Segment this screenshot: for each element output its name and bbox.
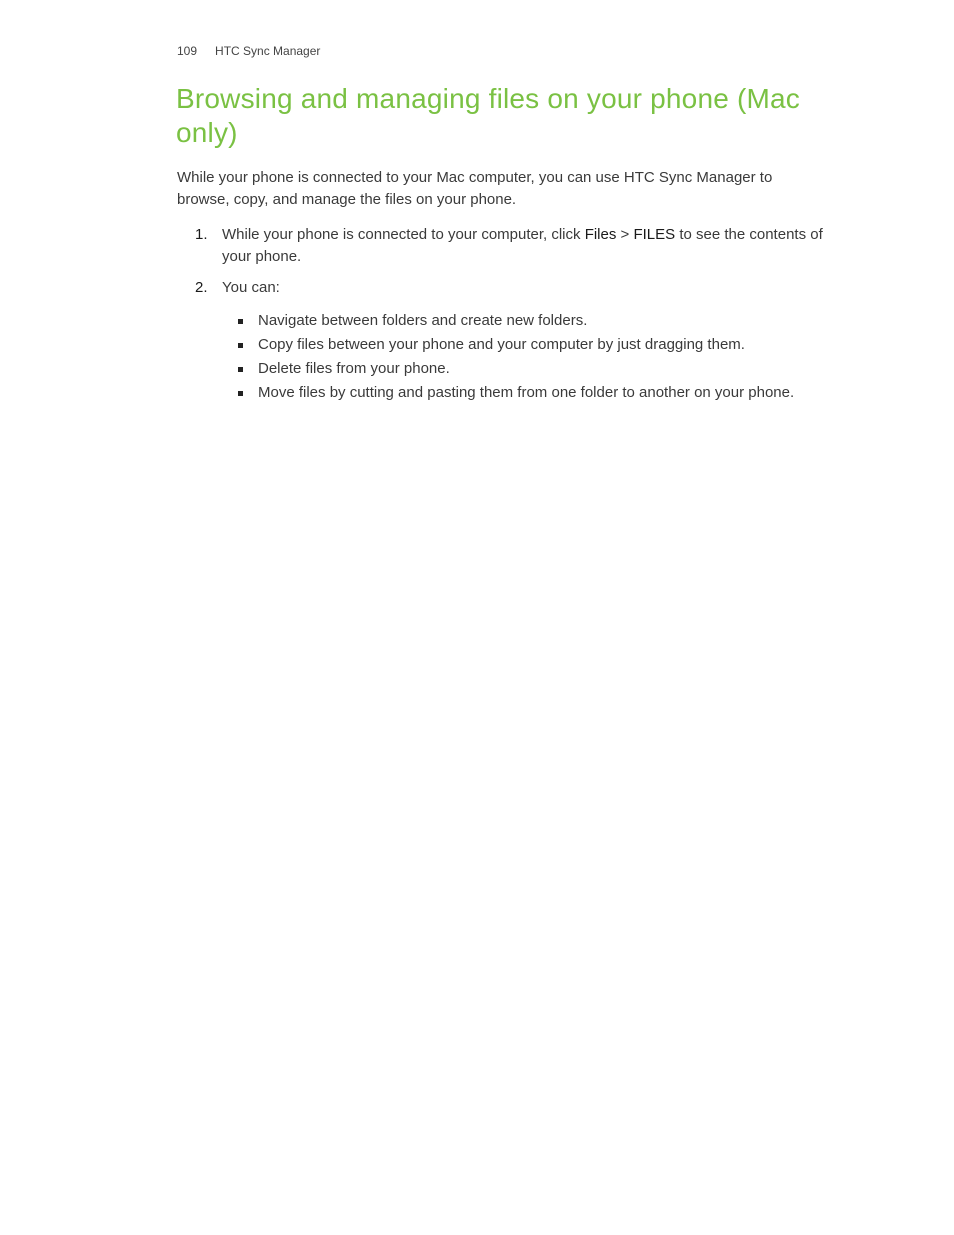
step-text: [222, 226, 823, 265]
step-text: You can:: [222, 279, 280, 296]
square-bullet-icon: [238, 319, 243, 324]
bullet-text: Delete files from your phone.: [258, 360, 450, 377]
list-item: [222, 334, 847, 356]
square-bullet-icon: [238, 367, 243, 372]
menu-separator: >: [616, 226, 634, 243]
step-text-before: While your phone is connected to your computer, click: [222, 226, 585, 243]
files-menu-term: Files: [584, 226, 617, 243]
list-item: [222, 310, 847, 332]
bullet-text: Copy files between your phone and your computer by just dragging them.: [258, 336, 745, 353]
running-header: [177, 44, 320, 58]
step-number: 1.: [195, 226, 208, 243]
section-name: HTC Sync Manager: [215, 44, 321, 58]
bullet-text: Move files by cutting and pasting them from one folder to another on your phone.: [258, 384, 795, 401]
step-text-after: to see the contents of your phone.: [222, 226, 823, 265]
list-item: [222, 382, 847, 404]
square-bullet-icon: [238, 391, 243, 396]
page-title: Browsing and managing files on your phone (Mac only): [176, 83, 800, 148]
square-bullet-icon: [238, 343, 243, 348]
step-number: 2.: [195, 279, 208, 296]
steps-list: [177, 224, 847, 413]
step-item: [177, 277, 847, 404]
list-item: [222, 358, 847, 380]
intro-paragraph: While your phone is connected to your Mac computer, you can use HTC Sync Manager to browse, copy, and manage the files on your phone.: [177, 169, 773, 208]
bullet-list: [222, 310, 847, 404]
bullet-text: Navigate between folders and create new folders.: [258, 312, 588, 329]
step-item: [177, 224, 847, 268]
files-tab-term: FILES: [633, 226, 676, 243]
page-number: 109: [177, 44, 198, 58]
